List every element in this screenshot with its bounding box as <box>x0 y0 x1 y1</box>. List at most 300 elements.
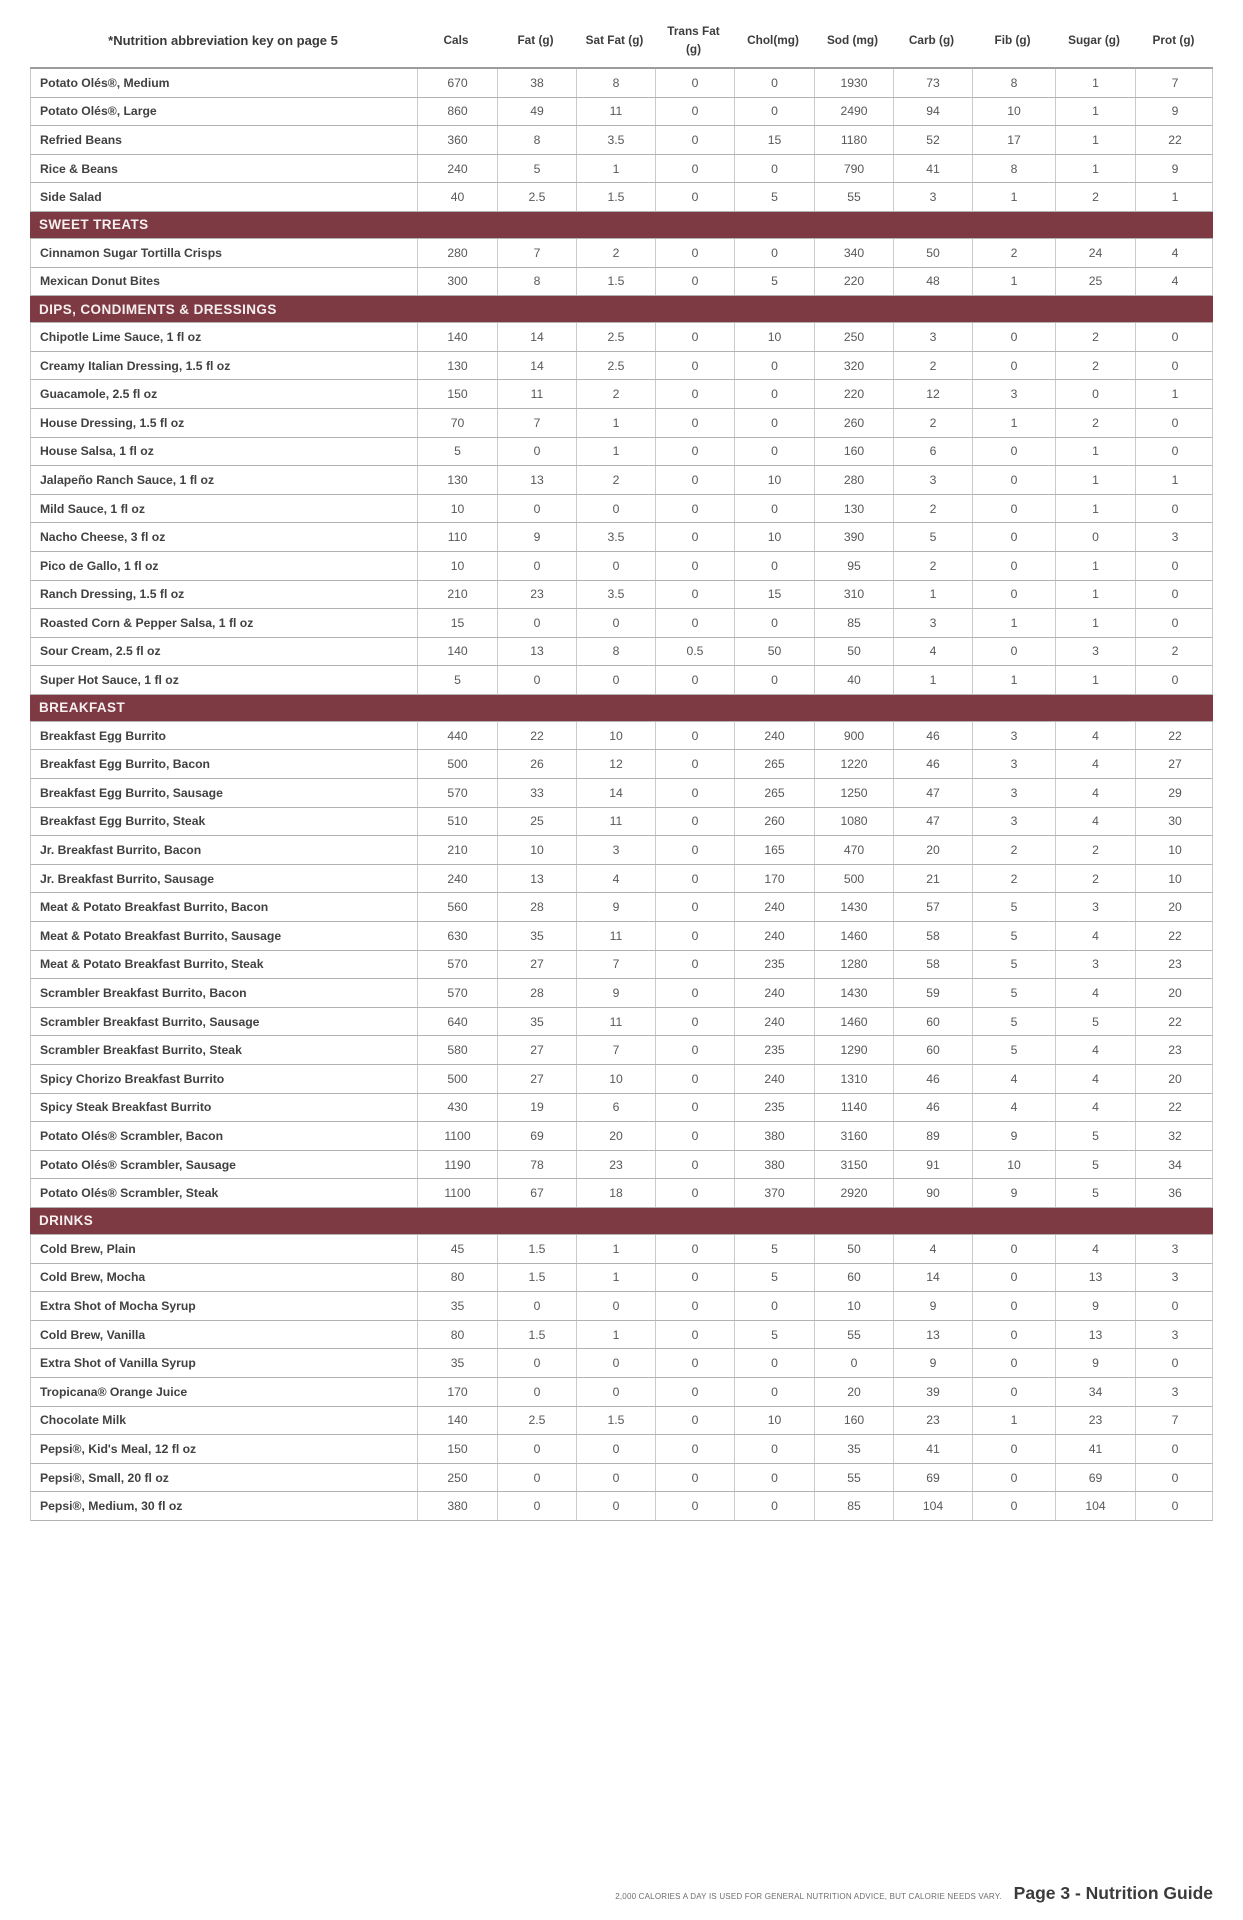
column-header: Sod (mg) <box>826 33 879 48</box>
value-cell: 0 <box>972 1464 1055 1492</box>
value-cell: 0 <box>972 638 1055 666</box>
value-cell: 23 <box>893 1407 972 1435</box>
value-cell: 10 <box>417 552 497 580</box>
value-cell: 91 <box>893 1151 972 1179</box>
value-cell: 0 <box>655 466 734 494</box>
value-cell: 0 <box>734 409 814 437</box>
table-row <box>30 1179 1213 1208</box>
value-cell: 570 <box>417 779 497 807</box>
value-cell: 0 <box>972 1235 1055 1263</box>
value-cell: 7 <box>497 409 576 437</box>
value-cell: 260 <box>814 409 893 437</box>
value-cell: 0 <box>972 1492 1055 1520</box>
value-cell: 0 <box>655 1179 734 1207</box>
item-name-cell: Breakfast Egg Burrito, Sausage <box>40 785 223 800</box>
item-name-cell: Potato Olés®, Medium <box>40 75 170 90</box>
value-cell: 25 <box>497 808 576 836</box>
value-cell: 1 <box>576 1264 655 1292</box>
value-cell: 0 <box>655 581 734 609</box>
value-cell: 0 <box>655 609 734 637</box>
page-footer <box>615 1883 1213 1904</box>
value-cell: 0 <box>497 1378 576 1406</box>
value-cell: 1 <box>576 409 655 437</box>
value-cell: 14 <box>497 323 576 351</box>
value-cell: 20 <box>893 836 972 864</box>
value-cell: 0 <box>497 1492 576 1520</box>
item-name-cell: Potato Olés® Scrambler, Steak <box>40 1186 219 1201</box>
value-cell: 29 <box>1135 779 1214 807</box>
value-cell: 32 <box>1135 1122 1214 1150</box>
value-cell: 3 <box>576 836 655 864</box>
value-cell: 670 <box>417 69 497 97</box>
value-cell: 0 <box>576 552 655 580</box>
value-cell: 18 <box>576 1179 655 1207</box>
section-header: BREAKFAST <box>30 695 1213 722</box>
value-cell: 860 <box>417 98 497 126</box>
value-cell: 0 <box>655 1292 734 1320</box>
value-cell: 370 <box>734 1179 814 1207</box>
value-cell: 5 <box>1055 1122 1135 1150</box>
value-cell: 5 <box>734 268 814 296</box>
value-cell: 1.5 <box>576 1407 655 1435</box>
value-cell: 0 <box>576 1492 655 1520</box>
value-cell: 280 <box>417 239 497 267</box>
value-cell: 2 <box>893 495 972 523</box>
value-cell: 0 <box>655 779 734 807</box>
value-cell: 58 <box>893 922 972 950</box>
value-cell: 3 <box>972 380 1055 408</box>
table-row <box>30 722 1213 751</box>
value-cell: 15 <box>417 609 497 637</box>
value-cell: 210 <box>417 836 497 864</box>
calorie-disclaimer: 2,000 CALORIES A DAY IS USED FOR GENERAL NUTRITION ADVICE, BUT CALORIE NEEDS VARY. <box>615 1892 1002 1901</box>
value-cell: 22 <box>1135 922 1214 950</box>
value-cell: 0 <box>1135 1435 1214 1463</box>
value-cell: 0 <box>1055 380 1135 408</box>
value-cell: 23 <box>1135 951 1214 979</box>
value-cell: 510 <box>417 808 497 836</box>
table-row <box>30 438 1213 467</box>
value-cell: 10 <box>734 1407 814 1435</box>
value-cell: 250 <box>417 1464 497 1492</box>
value-cell: 340 <box>814 239 893 267</box>
item-name-cell: Breakfast Egg Burrito <box>40 728 166 743</box>
value-cell: 10 <box>576 1065 655 1093</box>
value-cell: 260 <box>734 808 814 836</box>
value-cell: 47 <box>893 808 972 836</box>
value-cell: 50 <box>814 638 893 666</box>
value-cell: 6 <box>893 438 972 466</box>
value-cell: 39 <box>893 1378 972 1406</box>
value-cell: 0 <box>972 323 1055 351</box>
value-cell: 94 <box>893 98 972 126</box>
value-cell: 0 <box>576 1349 655 1377</box>
table-row <box>30 155 1213 184</box>
column-header: Prot (g) <box>1152 33 1195 48</box>
value-cell: 9 <box>1055 1349 1135 1377</box>
table-row <box>30 126 1213 155</box>
value-cell: 8 <box>497 126 576 154</box>
value-cell: 0 <box>734 552 814 580</box>
value-cell: 0 <box>655 951 734 979</box>
value-cell: 1220 <box>814 750 893 778</box>
value-cell: 380 <box>417 1492 497 1520</box>
value-cell: 4 <box>1055 1065 1135 1093</box>
value-cell: 0 <box>734 1464 814 1492</box>
value-cell: 0 <box>734 1349 814 1377</box>
value-cell: 0 <box>734 438 814 466</box>
value-cell: 1080 <box>814 808 893 836</box>
item-name-cell: Pepsi®, Kid's Meal, 12 fl oz <box>40 1441 197 1456</box>
value-cell: 0 <box>1135 1349 1214 1377</box>
value-cell: 1 <box>893 666 972 694</box>
value-cell: 1 <box>576 438 655 466</box>
value-cell: 13 <box>497 638 576 666</box>
page-number-label: Page 3 - Nutrition Guide <box>1013 1883 1213 1903</box>
table-row <box>30 836 1213 865</box>
table-row <box>30 638 1213 667</box>
value-cell: 3 <box>972 808 1055 836</box>
value-cell: 0 <box>655 409 734 437</box>
value-cell: 0 <box>972 1321 1055 1349</box>
value-cell: 240 <box>734 1065 814 1093</box>
value-cell: 1190 <box>417 1151 497 1179</box>
value-cell: 170 <box>417 1378 497 1406</box>
table-row <box>30 1407 1213 1436</box>
value-cell: 85 <box>814 609 893 637</box>
value-cell: 0 <box>1055 523 1135 551</box>
value-cell: 500 <box>814 865 893 893</box>
value-cell: 12 <box>893 380 972 408</box>
value-cell: 35 <box>497 922 576 950</box>
value-cell: 5 <box>734 1264 814 1292</box>
value-cell: 1 <box>1055 466 1135 494</box>
value-cell: 0 <box>972 352 1055 380</box>
value-cell: 0 <box>1135 552 1214 580</box>
value-cell: 790 <box>814 155 893 183</box>
value-cell: 5 <box>1055 1179 1135 1207</box>
value-cell: 570 <box>417 951 497 979</box>
value-cell: 0 <box>1135 581 1214 609</box>
table-row <box>30 1292 1213 1321</box>
value-cell: 2 <box>1135 638 1214 666</box>
value-cell: 2 <box>1055 323 1135 351</box>
value-cell: 4 <box>972 1065 1055 1093</box>
value-cell: 5 <box>972 922 1055 950</box>
value-cell: 240 <box>734 1008 814 1036</box>
value-cell: 5 <box>1055 1008 1135 1036</box>
value-cell: 20 <box>1135 1065 1214 1093</box>
value-cell: 27 <box>1135 750 1214 778</box>
value-cell: 0 <box>655 69 734 97</box>
item-name-cell: Extra Shot of Vanilla Syrup <box>40 1356 196 1371</box>
value-cell: 1930 <box>814 69 893 97</box>
value-cell: 0 <box>655 1464 734 1492</box>
value-cell: 3 <box>972 779 1055 807</box>
table-row <box>30 922 1213 951</box>
value-cell: 60 <box>893 1008 972 1036</box>
value-cell: 3150 <box>814 1151 893 1179</box>
value-cell: 13 <box>1055 1264 1135 1292</box>
value-cell: 4 <box>1135 239 1214 267</box>
value-cell: 2.5 <box>576 352 655 380</box>
item-name-cell: Scrambler Breakfast Burrito, Steak <box>40 1043 242 1058</box>
value-cell: 250 <box>814 323 893 351</box>
value-cell: 1 <box>576 1235 655 1263</box>
value-cell: 104 <box>1055 1492 1135 1520</box>
value-cell: 17 <box>972 126 1055 154</box>
item-name-cell: Refried Beans <box>40 132 122 147</box>
value-cell: 10 <box>417 495 497 523</box>
value-cell: 0 <box>972 1292 1055 1320</box>
value-cell: 0 <box>655 1094 734 1122</box>
value-cell: 0 <box>655 836 734 864</box>
value-cell: 1.5 <box>497 1235 576 1263</box>
item-name-cell: Guacamole, 2.5 fl oz <box>40 387 158 402</box>
item-name-cell: Cinnamon Sugar Tortilla Crisps <box>40 245 222 260</box>
value-cell: 34 <box>1135 1151 1214 1179</box>
value-cell: 59 <box>893 979 972 1007</box>
value-cell: 0 <box>655 323 734 351</box>
value-cell: 240 <box>417 865 497 893</box>
value-cell: 38 <box>497 69 576 97</box>
value-cell: 300 <box>417 268 497 296</box>
value-cell: 0 <box>655 1036 734 1064</box>
value-cell: 0 <box>655 722 734 750</box>
value-cell: 24 <box>1055 239 1135 267</box>
value-cell: 9 <box>893 1349 972 1377</box>
value-cell: 9 <box>1055 1292 1135 1320</box>
value-cell: 5 <box>972 951 1055 979</box>
value-cell: 4 <box>972 1094 1055 1122</box>
value-cell: 1 <box>576 155 655 183</box>
value-cell: 0 <box>655 352 734 380</box>
value-cell: 0 <box>655 1122 734 1150</box>
value-cell: 0 <box>972 581 1055 609</box>
value-cell: 0 <box>1135 1464 1214 1492</box>
value-cell: 0 <box>1135 409 1214 437</box>
value-cell: 4 <box>576 865 655 893</box>
table-row <box>30 979 1213 1008</box>
value-cell: 3 <box>1135 1235 1214 1263</box>
value-cell: 0 <box>655 865 734 893</box>
value-cell: 110 <box>417 523 497 551</box>
item-name-cell: Breakfast Egg Burrito, Bacon <box>40 757 210 772</box>
value-cell: 0 <box>497 609 576 637</box>
value-cell: 2.5 <box>497 1407 576 1435</box>
value-cell: 14 <box>497 352 576 380</box>
item-name-cell: Meat & Potato Breakfast Burrito, Sausage <box>40 928 282 943</box>
value-cell: 5 <box>893 523 972 551</box>
value-cell: 240 <box>734 722 814 750</box>
value-cell: 3 <box>893 609 972 637</box>
value-cell: 41 <box>1055 1435 1135 1463</box>
value-cell: 0 <box>655 98 734 126</box>
value-cell: 0.5 <box>655 638 734 666</box>
value-cell: 10 <box>814 1292 893 1320</box>
value-cell: 0 <box>972 523 1055 551</box>
value-cell: 95 <box>814 552 893 580</box>
value-cell: 1 <box>972 409 1055 437</box>
value-cell: 0 <box>734 98 814 126</box>
value-cell: 10 <box>1135 865 1214 893</box>
value-cell: 1 <box>1135 466 1214 494</box>
value-cell: 440 <box>417 722 497 750</box>
value-cell: 140 <box>417 323 497 351</box>
value-cell: 14 <box>576 779 655 807</box>
value-cell: 15 <box>734 581 814 609</box>
value-cell: 2 <box>972 836 1055 864</box>
value-cell: 1 <box>972 1407 1055 1435</box>
table-row <box>30 239 1213 268</box>
value-cell: 73 <box>893 69 972 97</box>
value-cell: 0 <box>655 380 734 408</box>
value-cell: 13 <box>497 466 576 494</box>
value-cell: 2 <box>972 239 1055 267</box>
value-cell: 2.5 <box>497 183 576 211</box>
value-cell: 570 <box>417 979 497 1007</box>
value-cell: 0 <box>655 268 734 296</box>
value-cell: 1310 <box>814 1065 893 1093</box>
value-cell: 52 <box>893 126 972 154</box>
table-row <box>30 409 1213 438</box>
value-cell: 10 <box>734 323 814 351</box>
value-cell: 8 <box>576 69 655 97</box>
value-cell: 85 <box>814 1492 893 1520</box>
value-cell: 1.5 <box>576 268 655 296</box>
value-cell: 2 <box>972 865 1055 893</box>
value-cell: 0 <box>1135 323 1214 351</box>
value-cell: 3160 <box>814 1122 893 1150</box>
value-cell: 3 <box>972 722 1055 750</box>
value-cell: 80 <box>417 1321 497 1349</box>
value-cell: 0 <box>734 495 814 523</box>
value-cell: 0 <box>734 1292 814 1320</box>
value-cell: 23 <box>576 1151 655 1179</box>
table-row <box>30 1349 1213 1378</box>
item-name-cell: Jr. Breakfast Burrito, Sausage <box>40 871 215 886</box>
value-cell: 2 <box>576 239 655 267</box>
item-name-cell: Mild Sauce, 1 fl oz <box>40 501 145 516</box>
value-cell: 7 <box>576 951 655 979</box>
item-name-cell: Pepsi®, Medium, 30 fl oz <box>40 1499 183 1514</box>
item-name-cell: Mexican Donut Bites <box>40 274 160 289</box>
item-name-cell: Breakfast Egg Burrito, Steak <box>40 814 206 829</box>
value-cell: 10 <box>576 722 655 750</box>
value-cell: 13 <box>893 1321 972 1349</box>
section-header: DRINKS <box>30 1208 1213 1235</box>
value-cell: 5 <box>972 893 1055 921</box>
table-row <box>30 523 1213 552</box>
table-row <box>30 323 1213 352</box>
item-name-cell: Jr. Breakfast Burrito, Bacon <box>40 843 202 858</box>
table-row <box>30 779 1213 808</box>
item-name-cell: Creamy Italian Dressing, 1.5 fl oz <box>40 358 231 373</box>
value-cell: 0 <box>655 750 734 778</box>
value-cell: 2 <box>893 352 972 380</box>
table-row <box>30 380 1213 409</box>
value-cell: 0 <box>576 1292 655 1320</box>
value-cell: 5 <box>417 666 497 694</box>
value-cell: 1 <box>1055 438 1135 466</box>
value-cell: 9 <box>576 893 655 921</box>
table-row <box>30 183 1213 212</box>
value-cell: 21 <box>893 865 972 893</box>
item-name-cell: Pepsi®, Small, 20 fl oz <box>40 1470 169 1485</box>
value-cell: 0 <box>734 666 814 694</box>
table-row <box>30 352 1213 381</box>
value-cell: 45 <box>417 1235 497 1263</box>
value-cell: 3.5 <box>576 126 655 154</box>
value-cell: 13 <box>497 865 576 893</box>
table-row <box>30 1122 1213 1151</box>
value-cell: 220 <box>814 380 893 408</box>
table-row <box>30 750 1213 779</box>
value-cell: 2 <box>1055 836 1135 864</box>
value-cell: 580 <box>417 1036 497 1064</box>
value-cell: 2 <box>576 380 655 408</box>
value-cell: 3 <box>893 323 972 351</box>
value-cell: 0 <box>497 1349 576 1377</box>
value-cell: 22 <box>1135 1094 1214 1122</box>
nutrition-key-note: *Nutrition abbreviation key on page 5 <box>108 33 338 49</box>
value-cell: 0 <box>655 523 734 551</box>
value-cell: 7 <box>576 1036 655 1064</box>
value-cell: 6 <box>576 1094 655 1122</box>
value-cell: 630 <box>417 922 497 950</box>
value-cell: 0 <box>576 666 655 694</box>
value-cell: 900 <box>814 722 893 750</box>
value-cell: 10 <box>972 98 1055 126</box>
value-cell: 4 <box>1055 779 1135 807</box>
item-name-cell: Tropicana® Orange Juice <box>40 1384 188 1399</box>
value-cell: 11 <box>576 808 655 836</box>
value-cell: 1 <box>1135 183 1214 211</box>
value-cell: 0 <box>1135 1292 1214 1320</box>
value-cell: 5 <box>972 1008 1055 1036</box>
value-cell: 130 <box>814 495 893 523</box>
value-cell: 150 <box>417 1435 497 1463</box>
value-cell: 19 <box>497 1094 576 1122</box>
value-cell: 0 <box>655 1492 734 1520</box>
table-row <box>30 1151 1213 1180</box>
value-cell: 2 <box>893 552 972 580</box>
value-cell: 10 <box>734 523 814 551</box>
value-cell: 1.5 <box>497 1264 576 1292</box>
value-cell: 1430 <box>814 893 893 921</box>
value-cell: 5 <box>972 979 1055 1007</box>
value-cell: 36 <box>1135 1179 1214 1207</box>
value-cell: 20 <box>576 1122 655 1150</box>
value-cell: 240 <box>734 979 814 1007</box>
value-cell: 2 <box>893 409 972 437</box>
value-cell: 20 <box>1135 893 1214 921</box>
value-cell: 0 <box>972 1378 1055 1406</box>
value-cell: 0 <box>576 1464 655 1492</box>
value-cell: 55 <box>814 1321 893 1349</box>
value-cell: 4 <box>1055 1235 1135 1263</box>
value-cell: 7 <box>497 239 576 267</box>
table-row <box>30 951 1213 980</box>
column-header: Sat Fat (g) <box>585 33 644 48</box>
value-cell: 57 <box>893 893 972 921</box>
value-cell: 3 <box>1055 893 1135 921</box>
value-cell: 0 <box>1135 609 1214 637</box>
item-name-cell: Rice & Beans <box>40 161 118 176</box>
value-cell: 1 <box>1055 581 1135 609</box>
value-cell: 0 <box>497 1292 576 1320</box>
table-row <box>30 609 1213 638</box>
